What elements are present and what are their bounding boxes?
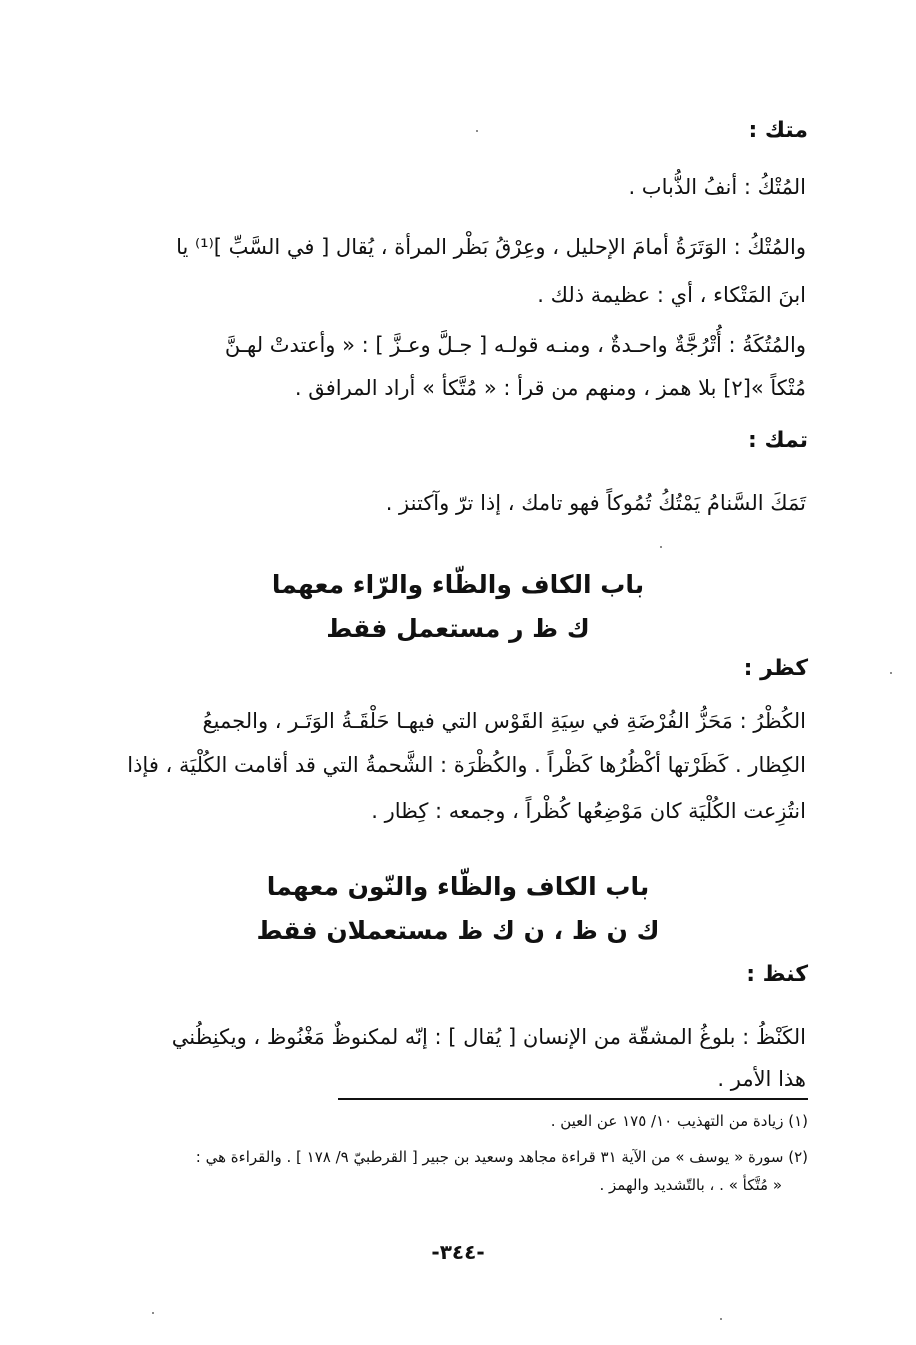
scan-speck: [476, 130, 478, 132]
entry-line: انتُزِعت الكُلْيَة كان مَوْضِعُها كُظْراً ، وجمعه : كِظار .: [371, 799, 806, 823]
chapter-subtitle: ك ن ظ ، ن ك ظ مستعملان فقط: [256, 916, 660, 945]
footnote: (٢) سورة « يوسف » من الآية ٣١ قراءة مجاهد وسعيد بن جبير [ القرطبيّ ٩/ ١٧٨ ] . والقراءة هي :: [195, 1148, 808, 1166]
root-heading-kanz: كنظ :: [746, 962, 808, 987]
footnote-separator: [338, 1098, 808, 1100]
footnote: « مُتَّكأ » . ، بالتّشديد والهمز .: [599, 1176, 782, 1194]
entry-line: ابنَ المَتْكاء ، أي : عظيمة ذلك .: [537, 283, 806, 307]
root-heading-kazr: كظر :: [743, 656, 808, 681]
root-heading-matk: متك :: [748, 118, 808, 143]
root-heading-tamk: تمك :: [748, 428, 808, 453]
entry-line: هذا الأمر .: [717, 1067, 806, 1091]
entry-line: الكُظْرُ : مَحَزُّ الفُرْضَةِ في سِيَةِ القَوْس التي فيهـا حَلْقَـةُ الوَتَـر ، والجميعُ: [202, 709, 806, 733]
entry-line: تَمَكَ السَّنامُ يَمْتُكُ تُمُوكاً فهو تامك ، إذا ترّ وآكتنز .: [385, 491, 806, 515]
entry-line: والمُتْكُ : الوَتَرَةُ أمامَ الإحليل ، وعِرْقُ بَظْر المرأة ، يُقال [ في السَّبِّ ]⁽¹⁾ يا: [176, 235, 806, 259]
scan-speck: [660, 546, 662, 548]
entry-line: الكَنْظُ : بلوغُ المشقّة من الإنسان [ يُقال ] : إنّه لمكنوظٌ مَغْنُوظ ، ويكنِظُني: [171, 1025, 806, 1049]
scan-speck: [720, 1318, 722, 1320]
entry-line: مُتْكاً »[٢] بلا همز ، ومنهم من قرأ : « مُتَّكأ » أراد المرافق .: [294, 376, 806, 400]
footnote: (١) زيادة من التهذيب ١٠/ ١٧٥ عن العين .: [550, 1112, 808, 1130]
chapter-title: باب الكاف والظّاء والنّون معهما: [266, 872, 650, 901]
entry-line: الكِظار . كَظَرْتها أكْظُرُها كَظْراً . والكُظْرَة : الشَّحمةُ التي قد أقامت الكُلْيَة ، فإذا: [127, 753, 806, 777]
entry-line: المُتْكُ : أنفُ الذُّباب .: [628, 175, 806, 199]
scan-speck: [890, 672, 892, 674]
chapter-title: باب الكاف والظّاء والرّاء معهما: [271, 570, 645, 599]
page-number: -٣٤٤-: [431, 1240, 485, 1264]
chapter-subtitle: ك ظ ر مستعمل فقط: [326, 614, 590, 643]
scan-speck: [152, 1312, 154, 1314]
entry-line: والمُتُكَةُ : أُتْرُجَّةٌ واحـدةٌ ، ومنـه قولـه [ جـلَّ وعـزَّ ] : « وأعتدتْ لهـنَّ: [224, 333, 806, 357]
